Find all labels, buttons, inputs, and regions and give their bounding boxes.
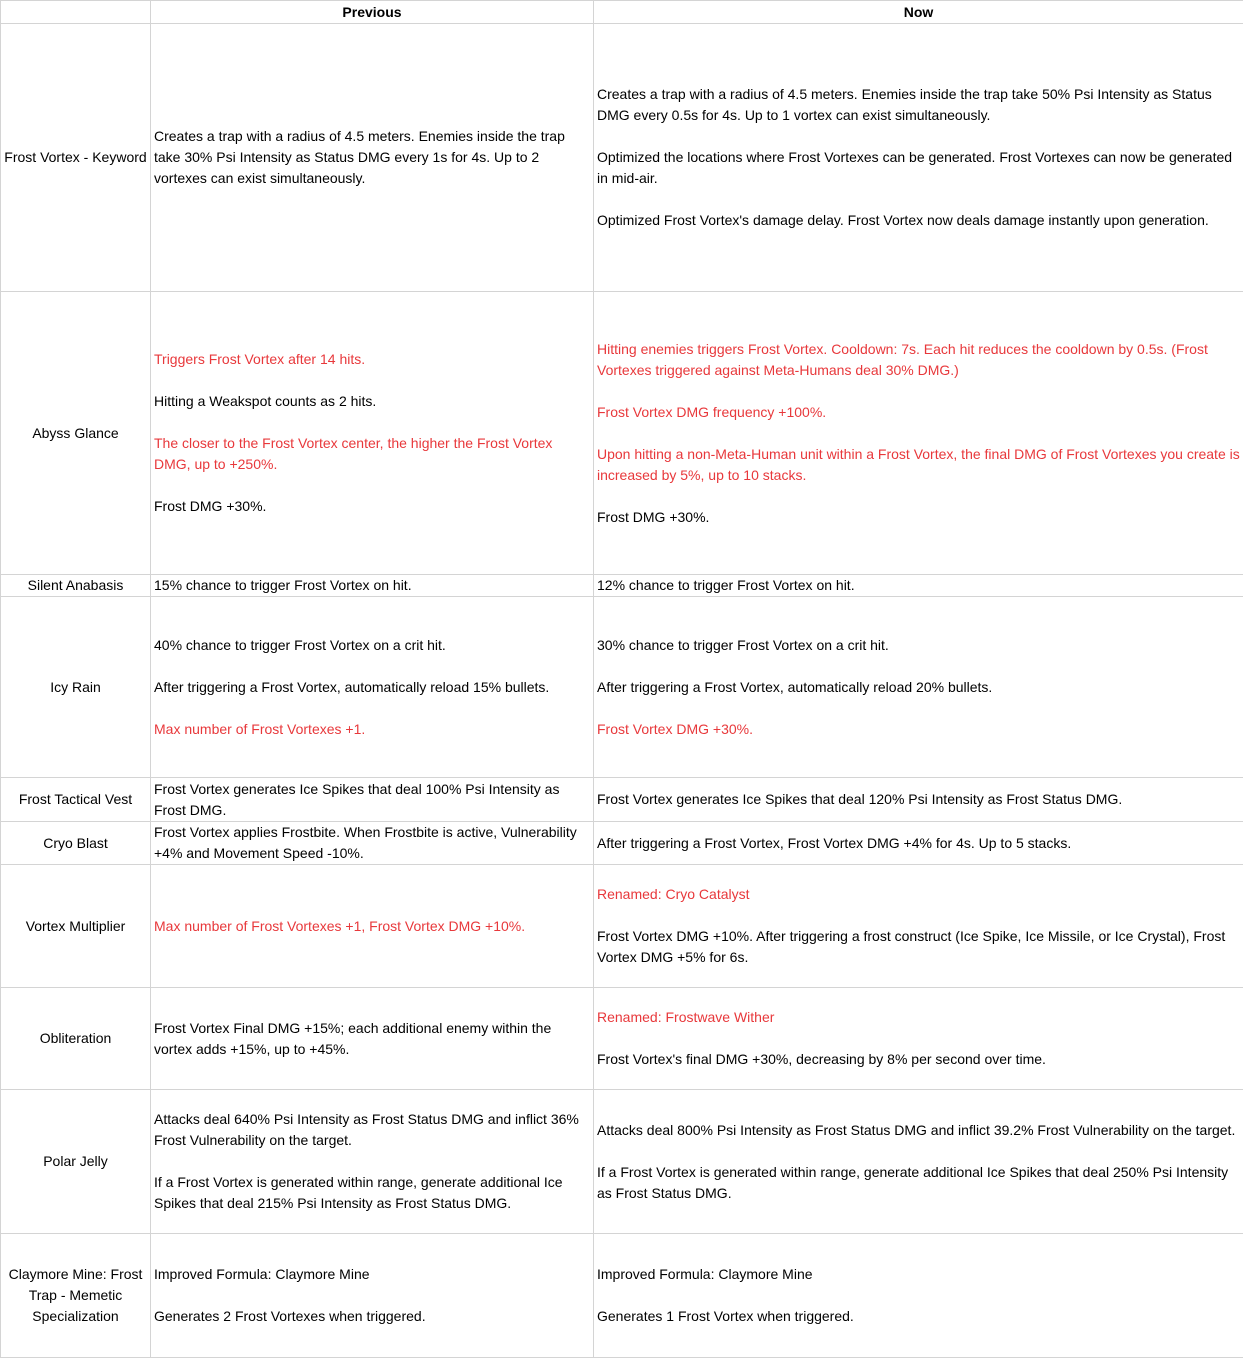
previous-cell xyxy=(151,292,594,575)
paragraph-gap xyxy=(597,905,1240,926)
previous-cell xyxy=(151,822,594,865)
row-name: Abyss Glance xyxy=(1,292,151,575)
previous-cell xyxy=(151,778,594,822)
row-name: Obliteration xyxy=(1,988,151,1090)
paragraph-gap xyxy=(597,486,1240,507)
change-text: Generates 2 Frost Vortexes when triggered. xyxy=(154,1306,590,1327)
change-text: Frost Vortex DMG +10%. After triggering a frost construct (Ice Spike, Ice Missile, or Ice Crystal), Frost Vortex DMG +5% for 6s. xyxy=(597,926,1240,968)
change-text: Hitting a Weakspot counts as 2 hits. xyxy=(154,391,590,412)
row-name: Silent Anabasis xyxy=(1,575,151,597)
table-row xyxy=(1,778,1243,822)
change-text: 30% chance to trigger Frost Vortex on a crit hit. xyxy=(597,635,1240,656)
change-text: Max number of Frost Vortexes +1, Frost Vortex DMG +10%. xyxy=(154,916,590,937)
change-text: Optimized Frost Vortex's damage delay. Frost Vortex now deals damage instantly upon generation. xyxy=(597,210,1240,231)
change-text: Frost Vortex Final DMG +15%; each additional enemy within the vortex adds +15%, up to +45%. xyxy=(154,1018,590,1060)
change-text: Triggers Frost Vortex after 14 hits. xyxy=(154,349,590,370)
row-name: Vortex Multiplier xyxy=(1,865,151,988)
table-row xyxy=(1,1234,1243,1358)
paragraph-gap xyxy=(154,656,590,677)
change-text: Max number of Frost Vortexes +1. xyxy=(154,719,590,740)
now-cell xyxy=(594,988,1243,1090)
paragraph-gap xyxy=(154,412,590,433)
paragraph-gap xyxy=(154,370,590,391)
table-row xyxy=(1,822,1243,865)
table-row xyxy=(1,988,1243,1090)
change-text: Frost DMG +30%. xyxy=(154,496,590,517)
now-cell xyxy=(594,597,1243,778)
now-cell xyxy=(594,1090,1243,1234)
change-text: Improved Formula: Claymore Mine xyxy=(154,1264,590,1285)
table-row xyxy=(1,292,1243,575)
table-row xyxy=(1,1090,1243,1234)
paragraph-gap xyxy=(597,423,1240,444)
change-text: Frost Vortex's final DMG +30%, decreasing by 8% per second over time. xyxy=(597,1049,1240,1070)
change-text: Frost Vortex applies Frostbite. When Frostbite is active, Vulnerability +4% and Movement Speed -10%. xyxy=(154,822,590,864)
change-text: Improved Formula: Claymore Mine xyxy=(597,1264,1240,1285)
paragraph-gap xyxy=(154,1285,590,1306)
row-name: Claymore Mine: Frost Trap - Memetic Specialization xyxy=(1,1234,151,1358)
now-cell xyxy=(594,822,1243,865)
row-name: Polar Jelly xyxy=(1,1090,151,1234)
table-row xyxy=(1,597,1243,778)
change-text: If a Frost Vortex is generated within range, generate additional Ice Spikes that deal 250% Psi Intensity as Frost Status DMG. xyxy=(597,1162,1240,1204)
change-text: Frost Vortex generates Ice Spikes that deal 100% Psi Intensity as Frost DMG. xyxy=(154,779,590,821)
table-row xyxy=(1,865,1243,988)
change-text: After triggering a Frost Vortex, automatically reload 20% bullets. xyxy=(597,677,1240,698)
change-text: After triggering a Frost Vortex, automatically reload 15% bullets. xyxy=(154,677,590,698)
now-cell xyxy=(594,24,1243,292)
previous-cell xyxy=(151,24,594,292)
change-text: 15% chance to trigger Frost Vortex on hit. xyxy=(154,575,590,596)
now-cell xyxy=(594,1234,1243,1358)
change-text: The closer to the Frost Vortex center, the higher the Frost Vortex DMG, up to +250%. xyxy=(154,433,590,475)
change-text: 12% chance to trigger Frost Vortex on hit. xyxy=(597,575,1240,596)
change-text: Optimized the locations where Frost Vortexes can be generated. Frost Vortexes can now be generated in mid-air. xyxy=(597,147,1240,189)
change-text: Frost Vortex DMG +30%. xyxy=(597,719,1240,740)
previous-cell xyxy=(151,1234,594,1358)
change-text: After triggering a Frost Vortex, Frost Vortex DMG +4% for 4s. Up to 5 stacks. xyxy=(597,833,1240,854)
change-text: Creates a trap with a radius of 4.5 meters. Enemies inside the trap take 30% Psi Intensity as Status DMG every 1s for 4s. Up to 2 vortexes can exist simultaneously. xyxy=(154,126,590,189)
paragraph-gap xyxy=(597,126,1240,147)
change-text: Frost DMG +30%. xyxy=(597,507,1240,528)
change-text: Creates a trap with a radius of 4.5 meters. Enemies inside the trap take 50% Psi Intensity as Status DMG every 0.5s for 4s. Up to 1 vortex can exist simultaneously. xyxy=(597,84,1240,126)
table-row xyxy=(1,575,1243,597)
change-text: Frost Vortex DMG frequency +100%. xyxy=(597,402,1240,423)
now-cell xyxy=(594,865,1243,988)
paragraph-gap xyxy=(597,381,1240,402)
change-text: Attacks deal 800% Psi Intensity as Frost Status DMG and inflict 39.2% Frost Vulnerability on the target. xyxy=(597,1120,1240,1141)
previous-cell xyxy=(151,988,594,1090)
change-text: Upon hitting a non-Meta-Human unit within a Frost Vortex, the final DMG of Frost Vortexes you create is increased by 5%, up to 10 stacks. xyxy=(597,444,1240,486)
header-previous: Previous xyxy=(151,1,594,24)
paragraph-gap xyxy=(154,475,590,496)
change-text: If a Frost Vortex is generated within range, generate additional Ice Spikes that deal 215% Psi Intensity as Frost Status DMG. xyxy=(154,1172,590,1214)
previous-cell xyxy=(151,865,594,988)
paragraph-gap xyxy=(597,1285,1240,1306)
paragraph-gap xyxy=(597,656,1240,677)
header-now: Now xyxy=(594,1,1243,24)
previous-cell xyxy=(151,1090,594,1234)
now-cell xyxy=(594,292,1243,575)
row-name: Frost Vortex - Keyword xyxy=(1,24,151,292)
header-name xyxy=(1,1,151,24)
row-name: Cryo Blast xyxy=(1,822,151,865)
change-text: Renamed: Cryo Catalyst xyxy=(597,884,1240,905)
change-text: 40% chance to trigger Frost Vortex on a crit hit. xyxy=(154,635,590,656)
paragraph-gap xyxy=(154,698,590,719)
previous-cell xyxy=(151,597,594,778)
change-text: Frost Vortex generates Ice Spikes that deal 120% Psi Intensity as Frost Status DMG. xyxy=(597,789,1240,810)
previous-cell xyxy=(151,575,594,597)
now-cell xyxy=(594,575,1243,597)
paragraph-gap xyxy=(597,189,1240,210)
table-row xyxy=(1,24,1243,292)
row-name: Icy Rain xyxy=(1,597,151,778)
row-name: Frost Tactical Vest xyxy=(1,778,151,822)
change-text: Attacks deal 640% Psi Intensity as Frost Status DMG and inflict 36% Frost Vulnerability on the target. xyxy=(154,1109,590,1151)
paragraph-gap xyxy=(597,698,1240,719)
paragraph-gap xyxy=(154,1151,590,1172)
paragraph-gap xyxy=(597,1028,1240,1049)
change-text: Generates 1 Frost Vortex when triggered. xyxy=(597,1306,1240,1327)
header-row xyxy=(1,1,1243,24)
change-text: Renamed: Frostwave Wither xyxy=(597,1007,1240,1028)
now-cell xyxy=(594,778,1243,822)
paragraph-gap xyxy=(597,1141,1240,1162)
change-text: Hitting enemies triggers Frost Vortex. Cooldown: 7s. Each hit reduces the cooldown by 0.5s. (Frost Vortexes triggered against Meta-Humans deal 30% DMG.) xyxy=(597,339,1240,381)
